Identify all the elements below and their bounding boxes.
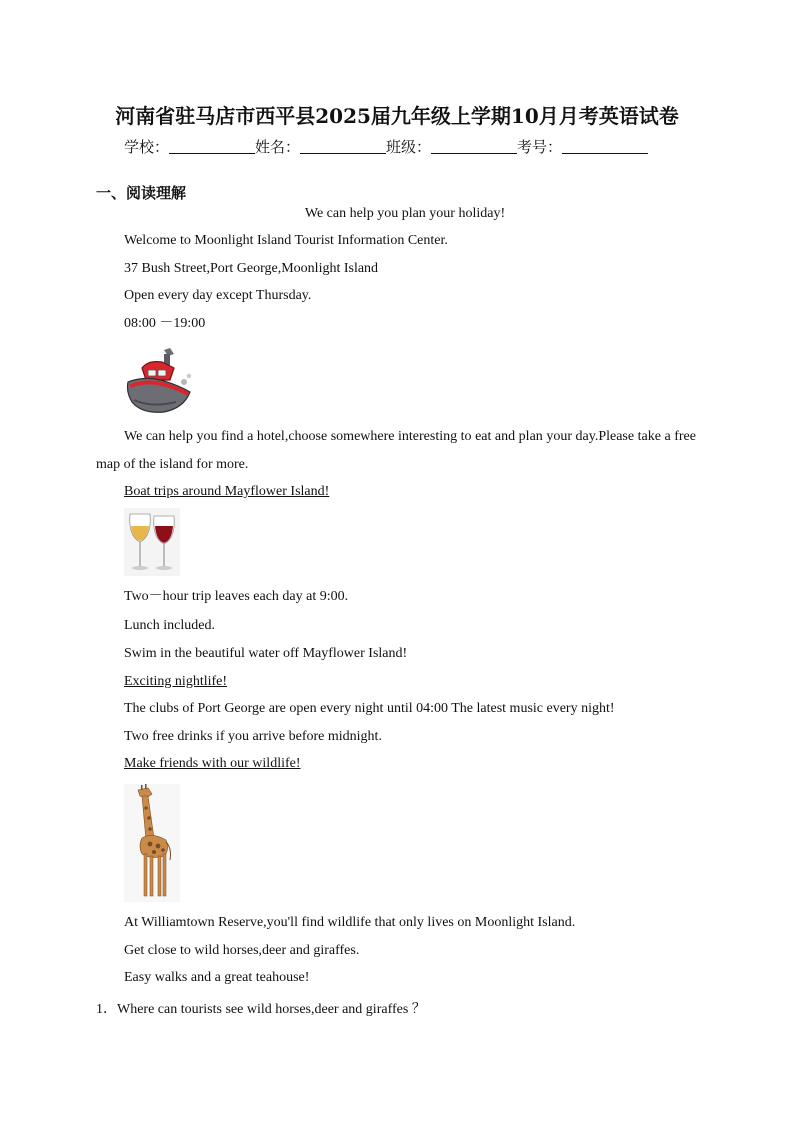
wildlife-heading: Make friends with our wildlife! bbox=[124, 756, 301, 771]
page-title: 河南省驻马店市西平县2025届九年级上学期10月月考英语试卷 bbox=[115, 104, 679, 128]
ad-help-paragraph: We can help you find a hotel,choose somewhere interesting to eat and plan your day.Please take a free map of the island for more. bbox=[96, 429, 696, 472]
question-1: 1．Where can tourists see wild horses,deer and giraffes ？ bbox=[96, 1002, 426, 1017]
school-label: 学校： bbox=[124, 138, 170, 156]
wildlife-line-3: Easy walks and a great teahouse! bbox=[124, 970, 310, 985]
nightlife-line-1: The clubs of Port George are open every night until 04:00 The latest music every night! bbox=[124, 701, 615, 716]
boat-line-3: Swim in the beautiful water off Mayflower Island! bbox=[124, 646, 408, 661]
ad-address: 37 Bush Street,Port George,Moonlight Island bbox=[124, 261, 379, 276]
boat-trips-heading: Boat trips around Mayflower Island! bbox=[124, 484, 330, 499]
ad-open-days: Open every day except Thursday. bbox=[124, 288, 312, 303]
nightlife-heading: Exciting nightlife! bbox=[124, 674, 228, 689]
ad-hours: 08:00 －19:00 bbox=[124, 316, 206, 331]
class-label: 班级： bbox=[386, 138, 432, 156]
ship-icon bbox=[124, 346, 194, 416]
school-blank bbox=[169, 139, 255, 154]
ad-welcome: Welcome to Moonlight Island Tourist Information Center. bbox=[124, 233, 448, 248]
wine-glasses-icon bbox=[124, 508, 180, 576]
giraffe-icon bbox=[124, 784, 180, 902]
name-label: 姓名： bbox=[255, 138, 301, 156]
class-blank bbox=[431, 139, 517, 154]
number-label: 考号： bbox=[517, 138, 563, 156]
number-blank bbox=[562, 139, 648, 154]
boat-line-1: Two－hour trip leaves each day at 9:00. bbox=[124, 589, 349, 604]
name-blank bbox=[300, 139, 386, 154]
boat-line-2: Lunch included. bbox=[124, 618, 215, 633]
wildlife-line-2: Get close to wild horses,deer and giraffes. bbox=[124, 943, 360, 958]
wildlife-line-1: At Williamtown Reserve,you'll find wildlife that only lives on Moonlight Island. bbox=[124, 915, 576, 930]
ad-heading: We can help you plan your holiday! bbox=[304, 206, 506, 221]
section-title: 一、阅读理解 bbox=[96, 184, 187, 202]
nightlife-line-2: Two free drinks if you arrive before midnight. bbox=[124, 729, 382, 744]
student-info-line bbox=[124, 136, 648, 157]
